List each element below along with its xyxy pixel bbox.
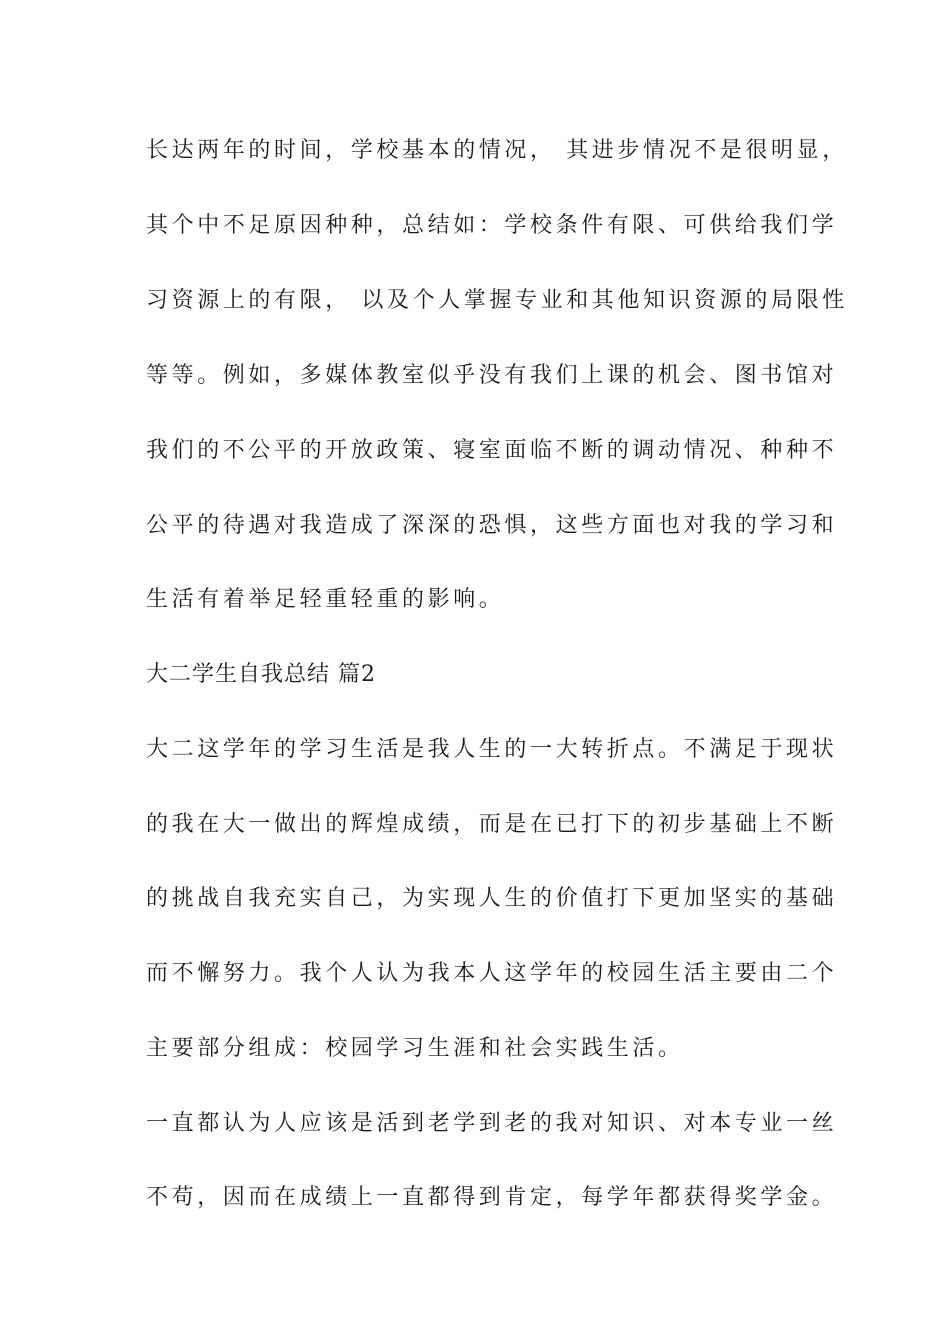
section-heading: 大二学生自我总结 篇2 [146, 662, 376, 687]
paragraph-1-line-5: 我们的不公平的开放政策、寝室面临不断的调动情况、种种不 [146, 438, 838, 463]
paragraph-1-line-7: 生活有着举足轻重轻重的影响。 [146, 587, 505, 612]
paragraph-1-line-2: 其个中不足原因种种，总结如：学校条件有限、可供给我们学 [146, 213, 838, 238]
paragraph-2-line-1: 大二这学年的学习生活是我人生的一大转折点。不满足于现状 [146, 737, 838, 762]
paragraph-2-line-4: 而不懈努力。我个人认为我本人这学年的校园生活主要由二个 [146, 961, 838, 986]
paragraph-2-line-3: 的挑战自我充实自己，为实现人生的价值打下更加坚实的基础 [146, 886, 838, 911]
paragraph-1-line-6: 公平的待遇对我造成了深深的恐惧，这些方面也对我的学习和 [146, 513, 838, 538]
paragraph-1-line-3: 习资源上的有限， 以及个人掌握专业和其他知识资源的局限性 [146, 288, 848, 313]
paragraph-3-line-1: 一直都认为人应该是活到老学到老的我对知识、对本专业一丝 [146, 1111, 838, 1136]
paragraph-1-line-1: 长达两年的时间，学校基本的情况， 其进步情况不是很明显， [146, 138, 848, 163]
paragraph-1-line-4: 等等。例如，多媒体教室似乎没有我们上课的机会、图书馆对 [146, 363, 838, 388]
paragraph-2-line-2: 的我在大一做出的辉煌成绩，而是在已打下的初步基础上不断 [146, 812, 838, 837]
paragraph-2-line-5: 主要部分组成：校园学习生涯和社会实践生活。 [146, 1036, 684, 1061]
paragraph-3-line-2: 不苟，因而在成绩上一直都得到肯定，每学年都获得奖学金。 [146, 1185, 838, 1210]
